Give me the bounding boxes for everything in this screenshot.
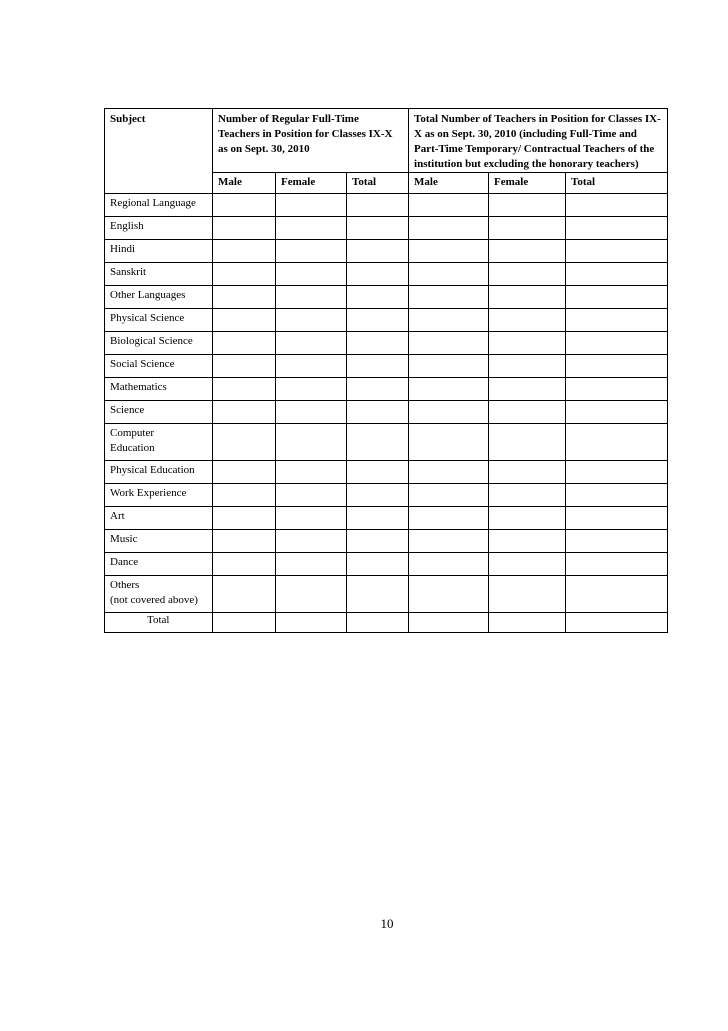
entry-cell[interactable] — [489, 424, 566, 461]
entry-cell[interactable] — [276, 401, 347, 424]
entry-cell[interactable] — [347, 530, 409, 553]
entry-cell[interactable] — [489, 530, 566, 553]
subject-cell: Music — [105, 530, 213, 553]
entry-cell[interactable] — [276, 530, 347, 553]
entry-cell[interactable] — [276, 309, 347, 332]
entry-cell[interactable] — [566, 332, 668, 355]
entry-cell[interactable] — [409, 309, 489, 332]
entry-cell[interactable] — [489, 484, 566, 507]
entry-cell[interactable] — [409, 424, 489, 461]
table-row — [105, 332, 668, 355]
entry-cell[interactable] — [409, 378, 489, 401]
entry-cell[interactable] — [489, 240, 566, 263]
entry-cell[interactable] — [409, 461, 489, 484]
regular-teachers-header: Number of Regular Full-Time Teachers in Position for Classes IX-X as on Sept. 30, 2010 — [213, 109, 409, 173]
entry-cell[interactable] — [213, 332, 276, 355]
entry-cell[interactable] — [347, 240, 409, 263]
table-row — [105, 507, 668, 530]
entry-cell[interactable] — [213, 355, 276, 378]
total-entry-cell[interactable] — [213, 613, 276, 633]
subject-cell: Computer Education — [105, 424, 213, 461]
table-row — [105, 263, 668, 286]
entry-cell[interactable] — [347, 507, 409, 530]
entry-cell[interactable] — [566, 286, 668, 309]
subject-cell: Art — [105, 507, 213, 530]
entry-cell[interactable] — [347, 553, 409, 576]
entry-cell[interactable] — [566, 553, 668, 576]
entry-cell[interactable] — [276, 286, 347, 309]
teachers-table — [104, 108, 668, 633]
subject-cell: Sanskrit — [105, 263, 213, 286]
entry-cell[interactable] — [276, 217, 347, 240]
table-row — [105, 240, 668, 263]
entry-cell[interactable] — [489, 401, 566, 424]
entry-cell[interactable] — [276, 378, 347, 401]
all-female-header: Female — [489, 173, 566, 194]
entry-cell[interactable] — [213, 424, 276, 461]
subject-cell: Mathematics — [105, 378, 213, 401]
entry-cell[interactable] — [213, 309, 276, 332]
subject-cell: Physical Science — [105, 309, 213, 332]
entry-cell[interactable] — [409, 576, 489, 613]
entry-cell[interactable] — [213, 507, 276, 530]
subject-cell: English — [105, 217, 213, 240]
total-label: Total — [105, 613, 213, 633]
entry-cell[interactable] — [409, 553, 489, 576]
entry-cell[interactable] — [489, 553, 566, 576]
total-row — [105, 613, 668, 633]
subject-cell: Science — [105, 401, 213, 424]
entry-cell[interactable] — [409, 194, 489, 217]
entry-cell[interactable] — [276, 461, 347, 484]
subject-header: Subject — [105, 109, 213, 194]
entry-cell[interactable] — [347, 484, 409, 507]
entry-cell[interactable] — [409, 484, 489, 507]
entry-cell[interactable] — [566, 240, 668, 263]
subject-cell: Hindi — [105, 240, 213, 263]
entry-cell[interactable] — [566, 530, 668, 553]
entry-cell[interactable] — [409, 240, 489, 263]
entry-cell[interactable] — [276, 194, 347, 217]
table-row — [105, 530, 668, 553]
entry-cell[interactable] — [566, 576, 668, 613]
table-row — [105, 194, 668, 217]
entry-cell[interactable] — [347, 217, 409, 240]
subject-cell: Physical Education — [105, 461, 213, 484]
entry-cell[interactable] — [566, 507, 668, 530]
entry-cell[interactable] — [566, 424, 668, 461]
table-row — [105, 461, 668, 484]
entry-cell[interactable] — [489, 194, 566, 217]
table-row — [105, 309, 668, 332]
entry-cell[interactable] — [347, 401, 409, 424]
entry-cell[interactable] — [213, 286, 276, 309]
entry-cell[interactable] — [276, 263, 347, 286]
entry-cell[interactable] — [276, 332, 347, 355]
entry-cell[interactable] — [276, 507, 347, 530]
entry-cell[interactable] — [489, 355, 566, 378]
table-row — [105, 217, 668, 240]
entry-cell[interactable] — [347, 309, 409, 332]
entry-cell[interactable] — [566, 194, 668, 217]
all-male-header: Male — [409, 173, 489, 194]
entry-cell[interactable] — [489, 263, 566, 286]
entry-cell[interactable] — [409, 286, 489, 309]
entry-cell[interactable] — [276, 576, 347, 613]
entry-cell[interactable] — [566, 461, 668, 484]
entry-cell[interactable] — [489, 217, 566, 240]
entry-cell[interactable] — [276, 553, 347, 576]
entry-cell[interactable] — [489, 332, 566, 355]
table-row — [105, 401, 668, 424]
entry-cell[interactable] — [489, 378, 566, 401]
entry-cell[interactable] — [409, 217, 489, 240]
entry-cell[interactable] — [213, 378, 276, 401]
entry-cell[interactable] — [489, 309, 566, 332]
regular-female-header: Female — [276, 173, 347, 194]
entry-cell[interactable] — [566, 309, 668, 332]
entry-cell[interactable] — [566, 263, 668, 286]
entry-cell[interactable] — [213, 194, 276, 217]
entry-cell[interactable] — [213, 263, 276, 286]
entry-cell[interactable] — [409, 355, 489, 378]
subject-cell: Dance — [105, 553, 213, 576]
entry-cell[interactable] — [566, 484, 668, 507]
entry-cell[interactable] — [276, 484, 347, 507]
entry-cell[interactable] — [276, 424, 347, 461]
entry-cell[interactable] — [347, 332, 409, 355]
table-row — [105, 355, 668, 378]
entry-cell[interactable] — [213, 401, 276, 424]
entry-cell[interactable] — [566, 378, 668, 401]
subject-cell: Work Experience — [105, 484, 213, 507]
entry-cell[interactable] — [347, 424, 409, 461]
table-row — [105, 424, 668, 461]
entry-cell[interactable] — [347, 378, 409, 401]
entry-cell[interactable] — [566, 217, 668, 240]
table-row — [105, 576, 668, 613]
all-total-header: Total — [566, 173, 668, 194]
regular-total-header: Total — [347, 173, 409, 194]
entry-cell[interactable] — [566, 355, 668, 378]
entry-cell[interactable] — [213, 217, 276, 240]
entry-cell[interactable] — [213, 461, 276, 484]
entry-cell[interactable] — [409, 401, 489, 424]
entry-cell[interactable] — [409, 507, 489, 530]
entry-cell[interactable] — [347, 194, 409, 217]
entry-cell[interactable] — [409, 332, 489, 355]
subject-cell: Biological Science — [105, 332, 213, 355]
entry-cell[interactable] — [213, 240, 276, 263]
entry-cell[interactable] — [213, 530, 276, 553]
total-entry-cell[interactable] — [489, 613, 566, 633]
subject-cell: Others (not covered above) — [105, 576, 213, 613]
entry-cell[interactable] — [276, 355, 347, 378]
table-row — [105, 286, 668, 309]
subject-cell: Social Science — [105, 355, 213, 378]
entry-cell[interactable] — [347, 461, 409, 484]
table-row — [105, 378, 668, 401]
entry-cell[interactable] — [489, 461, 566, 484]
regular-male-header: Male — [213, 173, 276, 194]
entry-cell[interactable] — [566, 401, 668, 424]
entry-cell[interactable] — [347, 576, 409, 613]
entry-cell[interactable] — [347, 286, 409, 309]
total-entry-cell[interactable] — [347, 613, 409, 633]
entry-cell[interactable] — [489, 286, 566, 309]
total-entry-cell[interactable] — [566, 613, 668, 633]
entry-cell[interactable] — [213, 484, 276, 507]
total-entry-cell[interactable] — [409, 613, 489, 633]
total-entry-cell[interactable] — [276, 613, 347, 633]
table-row — [105, 484, 668, 507]
entry-cell[interactable] — [409, 530, 489, 553]
entry-cell[interactable] — [276, 240, 347, 263]
entry-cell[interactable] — [213, 576, 276, 613]
entry-cell[interactable] — [347, 355, 409, 378]
entry-cell[interactable] — [489, 576, 566, 613]
subject-cell: Other Languages — [105, 286, 213, 309]
entry-cell[interactable] — [347, 263, 409, 286]
table-row — [105, 553, 668, 576]
all-teachers-header: Total Number of Teachers in Position for Classes IX-X as on Sept. 30, 2010 (including Full-Time and Part-Time Temporary/ Contractual Teachers of the institution but excluding the honorary teachers) — [409, 109, 668, 173]
subject-cell: Regional Language — [105, 194, 213, 217]
entry-cell[interactable] — [213, 553, 276, 576]
entry-cell[interactable] — [409, 263, 489, 286]
page-number: 10 — [380, 916, 394, 931]
entry-cell[interactable] — [489, 507, 566, 530]
